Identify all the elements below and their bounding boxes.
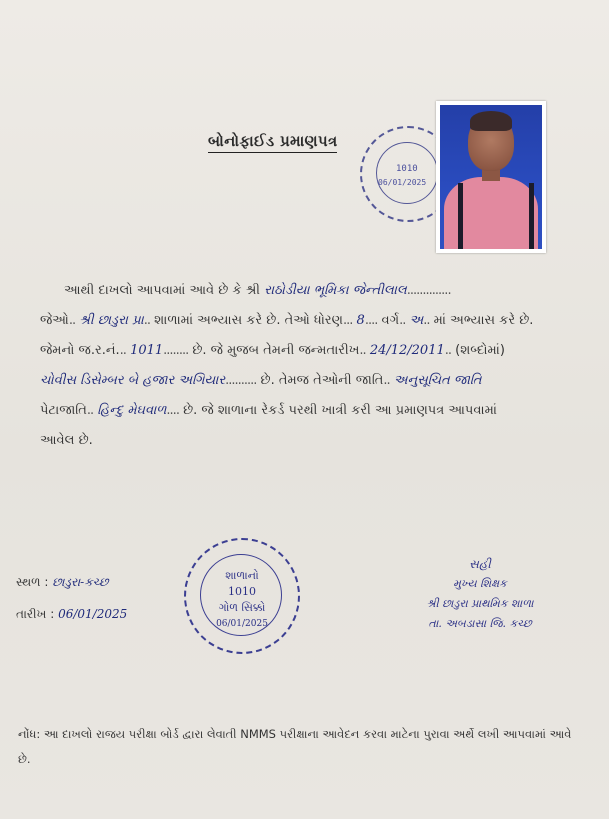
line3-suffix: (શબ્દોમાં) (455, 343, 505, 358)
seal-text (186, 568, 298, 632)
seal-date: 06/01/2025 (216, 619, 268, 629)
gr-number: 1011 (130, 343, 164, 358)
photo-stamp-number: 1010 (396, 164, 418, 174)
date-row (16, 598, 127, 630)
caste-value: અનુસૂચિત જાતિ (393, 373, 482, 388)
birth-date-words: ચોવીસ ડિસેમ્બર બે હજાર અગિયાર (40, 373, 226, 388)
date-value: 06/01/2025 (58, 607, 128, 621)
seal-mid-text: ગોળ સિક્કો (218, 601, 266, 614)
signature-designation: મુખ્ય શિક્ષક (453, 577, 507, 590)
student-name: રાઠોડીયા ભૂમિકા જેન્તીલાલ (264, 283, 407, 298)
school-name: શ્રી છાડુરા પ્રા (79, 313, 144, 328)
signature-school: શ્રી છાડુરા પ્રાથમિક શાળા (426, 597, 534, 610)
place-date-block (16, 566, 127, 630)
birth-date: 24/12/2011 (369, 343, 445, 358)
place-value: છાડુરા-કચ્છ (52, 575, 109, 589)
footer-note: નોંધ: આ દાખલો રાજય પરીક્ષા બોર્ડ દ્વારા લેવાતી NMMS પરીક્ષાના આવેદન કરવા માટેના પુરાવા અર્થે લખી આપવામાં આવે છે. (18, 727, 572, 766)
certificate-title: બોનોફાઈડ પ્રમાણપત્ર (208, 132, 337, 153)
division-label: વર્ગ (381, 313, 400, 328)
seal-top-text: શાળાનો (225, 569, 259, 582)
signature-address: તા. અબડાસા જિ. કચ્છ (428, 617, 532, 630)
line4-mid: છે. તેમજ તેઓની જાતિ (260, 373, 384, 388)
photo-background (440, 105, 542, 249)
body-line-5: પેટાજાતિ.. હિન્દુ મેઘવાળ.... છે. જે શાળાના રેકર્ડ પરથી ખાત્રી કરી આ પ્રમાણપત્ર આપવામાં (40, 403, 497, 418)
student-photo (436, 101, 546, 253)
fill-dots: .............. (406, 283, 451, 298)
line2-prefix: જેઓ (40, 313, 69, 328)
subcaste-value: હિન્દુ મેઘવાળ (97, 403, 167, 418)
line2-mid: શાળામાં અભ્યાસ કરે છે. તેઓ ધોરણ (154, 313, 343, 328)
line5-prefix: પેટાજાતિ (40, 403, 87, 418)
standard-value: 8 (356, 313, 365, 328)
body-line-1 (64, 276, 451, 306)
photo-stamp-date: 06/01/2025 (378, 178, 427, 187)
line2-suffix: માં અભ્યાસ કરે છે. (433, 313, 534, 328)
line3-prefix: જેમનો જ.ર.નં. (40, 343, 120, 358)
line1-prefix: આથી દાખલો આપવામાં આવે છે કે શ્રી (64, 283, 261, 298)
body-line-2: જેઓ.. શ્રી છાડુરા પ્રા.. શાળામાં અભ્યાસ કરે છે. તેઓ ધોરણ... 8.... વર્ગ.. અ.. માં અભ્યાસ કરે છે. (40, 313, 534, 328)
signature-mark: સહી (469, 557, 491, 571)
place-label: સ્થળ : (16, 575, 49, 589)
date-label: તારીખ : (16, 607, 55, 621)
photo-hair (470, 111, 512, 131)
photo-straps (458, 183, 534, 249)
line5-suffix: છે. જે શાળાના રેકર્ડ પરથી ખાત્રી કરી આ પ્રમાણપત્ર આપવામાં (183, 403, 497, 418)
school-seal (184, 538, 300, 654)
division-value: અ (409, 313, 424, 328)
seal-number: 1010 (228, 585, 256, 598)
line6: આવેલ છે. (40, 433, 93, 448)
line3-mid: છે. જે મુજબ તેમની જન્મતારીખ (192, 343, 360, 358)
place-row (16, 566, 127, 598)
body-line-3: જેમનો જ.ર.નં... 1011........ છે. જે મુજબ તેમની જન્મતારીખ.. 24/12/2011.. (શબ્દોમાં) (40, 343, 505, 358)
headmaster-signature (390, 554, 570, 634)
body-line-4: ચોવીસ ડિસેમ્બર બે હજાર અગિયાર.......... છે. તેમજ તેઓની જાતિ.. અનુસૂચિત જાતિ (40, 373, 482, 388)
body-line-6 (40, 426, 93, 456)
